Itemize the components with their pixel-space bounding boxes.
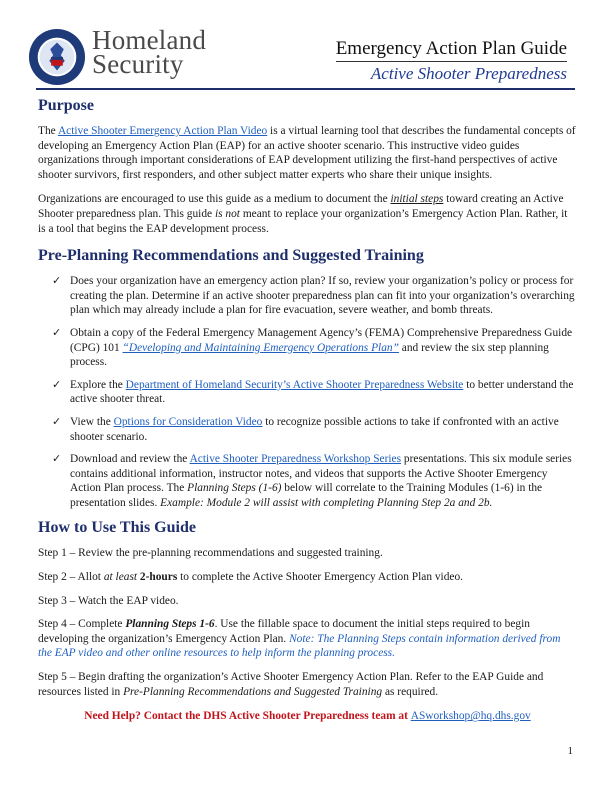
checklist-item xyxy=(38,274,577,318)
bold-text: Planning Steps 1-6 xyxy=(125,618,215,631)
guide-title-block xyxy=(336,38,567,85)
checklist-item xyxy=(38,326,577,370)
step-5 xyxy=(38,670,577,699)
step-2 xyxy=(38,570,577,585)
help-contact xyxy=(38,709,577,724)
dhs-seal-logo xyxy=(28,28,86,86)
text-run: Obtain a copy of the Federal Emergency Management Agency’s (FEMA) Comprehensive Preparedness Guide (CPG) 101 xyxy=(70,326,573,354)
checkmark-icon: ✓ xyxy=(52,415,62,428)
preplanning-checklist xyxy=(38,274,577,510)
emphasis-text: Planning Steps (1-6) xyxy=(187,482,282,495)
text-run: Organizations are encouraged to use this guide as a medium to document the xyxy=(38,193,391,206)
brand-line-2: Security xyxy=(92,49,184,79)
text-run: is a virtual learning tool that describes the fundamental concepts of developing an Emergency Action Plan (EAP) for an active shooter scenario. This instructive video guides organizations through important considerations of EAP development utilizing the first-hand perspectives of active shooter survivors, first responders, and other subject matter experts who share their unique insights. xyxy=(38,125,576,181)
text-run: Download and review the xyxy=(70,453,190,466)
checklist-item xyxy=(38,378,577,407)
text-run: Explore the xyxy=(70,378,126,391)
text-run: and review the six step planning process. xyxy=(70,341,549,369)
checkmark-icon: ✓ xyxy=(52,275,62,288)
emphasis-text: is not xyxy=(214,207,240,220)
header-divider xyxy=(36,88,575,90)
example-text: Example: Module 2 will assist with completing Planning Step 2a and 2b. xyxy=(160,496,493,509)
text-run: to recognize possible actions to take if confronted with an active shooter scenario. xyxy=(70,415,559,443)
text-run: Step 2 – Allot xyxy=(38,571,104,584)
text-run: below will correlate to the Training Modules (1-6) in the presentation slides. xyxy=(70,482,543,509)
checkmark-icon: ✓ xyxy=(52,378,62,391)
emphasis-text: at least xyxy=(103,571,138,584)
guide-subtitle: Active Shooter Preparedness xyxy=(336,61,567,85)
purpose-paragraph-2 xyxy=(38,192,577,236)
options-video-link[interactable]: Options for Consideration Video xyxy=(113,415,263,428)
note-text: Note: The Planning Steps contain information derived from the EAP video and other online resources to help inform the planning process. xyxy=(38,632,561,660)
help-email-link[interactable]: ASworkshop@hq.dhs.gov xyxy=(410,710,531,723)
text-run: The xyxy=(38,125,58,137)
text-run: as required. xyxy=(382,685,439,698)
text-run: View the xyxy=(70,415,114,428)
text-run: . Use the fillable space to document the initial steps required to begin developing the organization’s Emergency Action Plan. xyxy=(38,618,530,645)
purpose-heading: Purpose xyxy=(38,97,94,114)
bold-text: 2-hours xyxy=(137,571,178,584)
text-run: Step 5 – Begin drafting the organization’s Active Shooter Emergency Action Plan. Refer to the EAP Guide and resources listed in xyxy=(38,671,544,698)
help-text: Need Help? Contact the DHS Active Shooter Preparedness team at xyxy=(84,710,411,723)
text-run: to complete the Active Shooter Emergency Action Plan video. xyxy=(177,571,464,584)
checkmark-icon: ✓ xyxy=(52,453,62,466)
text-run: presentations. This six module series contains additional information, instructor notes, and videos that supports the Active Shooter Emergency Action Plan process. The xyxy=(70,453,572,495)
brand-line-1: Homeland xyxy=(92,25,207,55)
checkmark-icon: ✓ xyxy=(52,326,62,339)
text-run: toward creating an Active Shooter preparedness plan. This guide xyxy=(38,193,564,220)
guide-title: Emergency Action Plan Guide xyxy=(335,38,567,59)
preplanning-heading: Pre-Planning Recommendations and Suggested Training xyxy=(38,247,424,265)
emphasis-text: Pre-Planning Recommendations and Suggested Training xyxy=(123,685,383,698)
purpose-paragraph-1 xyxy=(38,124,577,182)
text-run: to better understand the active shooter threat. xyxy=(70,378,574,406)
dhs-website-link[interactable]: Department of Homeland Security’s Active Shooter Preparedness Website xyxy=(125,378,464,391)
howto-heading: How to Use This Guide xyxy=(38,519,196,537)
text-run: Step 4 – Complete xyxy=(38,618,126,631)
eap-video-link[interactable]: Active Shooter Emergency Action Plan Video xyxy=(57,125,268,137)
dhs-wordmark xyxy=(92,25,207,79)
checklist-item xyxy=(38,452,577,510)
step-1: Step 1 – Review the pre-planning recommendations and suggested training. xyxy=(38,547,383,560)
page-number: 1 xyxy=(567,745,573,757)
document-body xyxy=(38,96,577,724)
text-run: Does your organization have an emergency action plan? If so, review your organization’s policy or process for creating the plan. Determine if an active shooter preparedness plan can fit into your organization’s overarching plan which may already include a plan for fire evacuation, severe weather, and bomb threats. xyxy=(70,275,575,317)
text-run: meant to replace your organization’s Emergency Action Plan. Rather, it is a tool that begins the EAP development process. xyxy=(38,207,568,235)
fema-cpg-link[interactable]: “Developing and Maintaining Emergency Operations Plan” xyxy=(122,341,399,354)
workshop-series-link[interactable]: Active Shooter Preparedness Workshop Series xyxy=(189,453,402,466)
step-3: Step 3 – Watch the EAP video. xyxy=(38,594,179,607)
checklist-item xyxy=(38,415,577,444)
step-4 xyxy=(38,617,577,661)
emphasis-text: initial steps xyxy=(390,193,444,206)
